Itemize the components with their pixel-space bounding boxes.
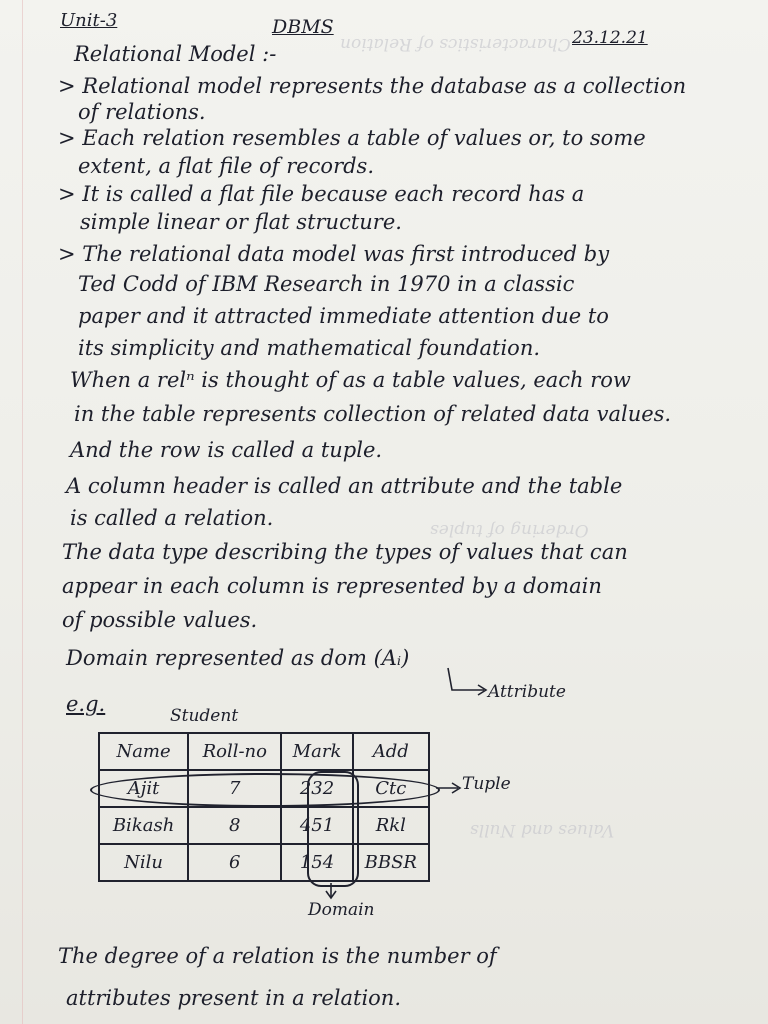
table-cell: BBSR: [353, 844, 429, 881]
attribute-arrow: [448, 668, 484, 690]
column-header: Roll-no: [188, 733, 281, 770]
column-header: Add: [353, 733, 429, 770]
note-line: its simplicity and mathematical foundation.: [78, 336, 541, 360]
note-line: attributes present in a relation.: [66, 986, 402, 1010]
column-header: Name: [99, 733, 188, 770]
table-cell: 8: [188, 807, 281, 844]
note-line: Domain represented as dom (Aᵢ): [66, 646, 410, 670]
note-line: > Each relation resembles a table of values or, to some: [58, 126, 646, 150]
note-line: paper and it attracted immediate attention due to: [78, 304, 609, 328]
table-cell: 6: [188, 844, 281, 881]
note-line: A column header is called an attribute and the table: [66, 474, 623, 498]
table-cell: Rkl: [353, 807, 429, 844]
date-label: 23.12.21: [572, 28, 648, 48]
note-line: appear in each column is represented by a domain: [62, 574, 602, 598]
column-header: Mark: [281, 733, 352, 770]
table-cell: 7: [188, 770, 281, 807]
table-cell: 154: [281, 844, 352, 881]
note-line: in the table represents collection of related data values.: [74, 402, 672, 426]
unit-label: Unit-3: [60, 10, 118, 31]
attribute-annotation: Attribute: [488, 682, 566, 702]
table-cell: Ajit: [99, 770, 188, 807]
table-name: Student: [170, 706, 239, 726]
page-title: DBMS: [272, 16, 334, 38]
domain-annotation: Domain: [308, 900, 375, 920]
bleed-through-text: Characteristics of Relation: [340, 34, 571, 54]
note-line: > Relational model represents the database as a collection: [58, 74, 687, 98]
note-line: extent, a flat file of records.: [78, 154, 375, 178]
note-line: And the row is called a tuple.: [70, 438, 383, 462]
note-line: Ted Codd of IBM Research in 1970 in a classic: [78, 272, 575, 296]
note-line: The data type describing the types of values that can: [62, 540, 628, 564]
note-line: is called a relation.: [70, 506, 274, 530]
bleed-through-text: Ordering of tuples: [430, 520, 589, 540]
note-line: simple linear or flat structure.: [80, 210, 402, 234]
table-cell: 451: [281, 807, 352, 844]
note-line: > It is called a flat file because each record has a: [58, 182, 585, 206]
bleed-through-text: Values and Nulls: [470, 820, 615, 840]
note-line: > The relational data model was first introduced by: [58, 242, 610, 266]
table-cell: Bikash: [99, 807, 188, 844]
tuple-annotation: Tuple: [462, 774, 511, 794]
example-label: e.g.: [66, 692, 106, 716]
table-cell: 232: [281, 770, 352, 807]
note-line: of possible values.: [62, 608, 258, 632]
table-cell: Nilu: [99, 844, 188, 881]
table-cell: Ctc: [353, 770, 429, 807]
note-line: of relations.: [78, 100, 206, 124]
note-line: When a relⁿ is thought of as a table values, each row: [70, 368, 631, 392]
section-heading: Relational Model :-: [74, 42, 277, 66]
note-line: The degree of a relation is the number of: [58, 944, 497, 968]
